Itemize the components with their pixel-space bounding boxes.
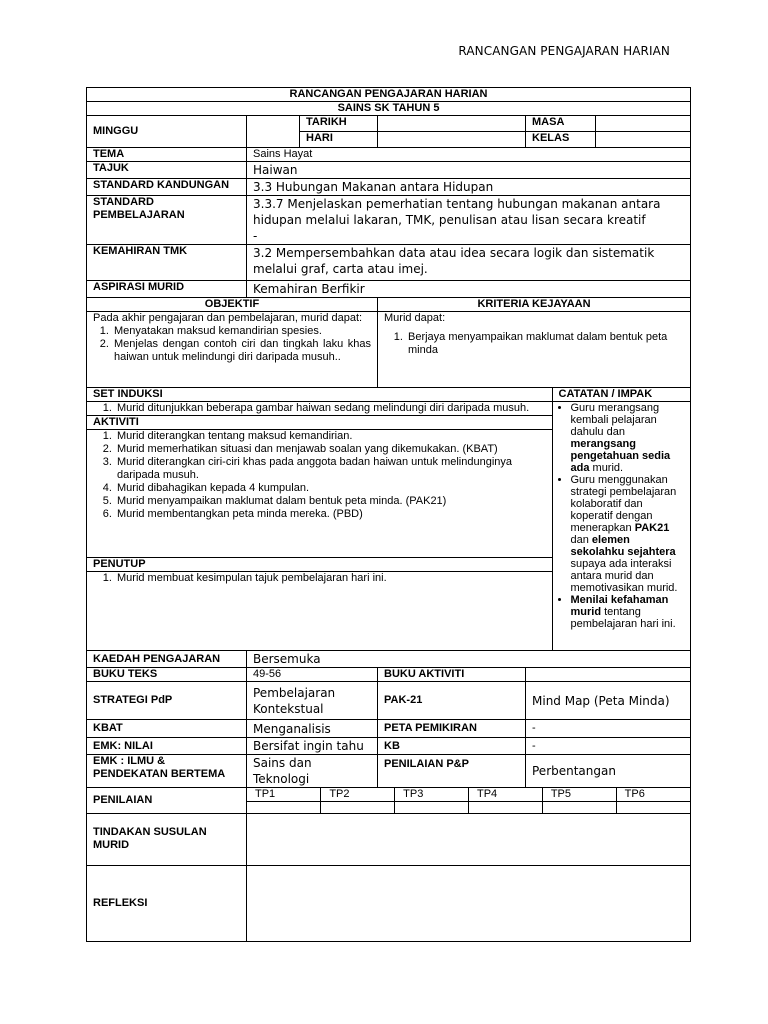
buku-teks-label: BUKU TEKS <box>87 668 247 682</box>
penilaian-pp-value: Perbentangan <box>526 755 691 788</box>
set-induksi-item: 1. Murid ditunjukkan beberapa gambar haiwan sedang melindungi diri daripada musuh. <box>115 402 546 415</box>
kelas-value[interactable] <box>596 132 691 148</box>
aspirasi-murid-value: Kemahiran Berfikir <box>247 281 691 298</box>
tema-label: TEMA <box>87 148 247 162</box>
kemahiran-tmk-value: 3.2 Mempersembahkan data atau idea secara logik dan sistematik melalui graf, carta atau imej. <box>247 245 691 281</box>
peta-pemikiran-value: - <box>526 720 691 738</box>
strategi-label: STRATEGI PdP <box>87 682 247 720</box>
refleksi-label: REFLEKSI <box>87 865 247 941</box>
hari-value[interactable] <box>378 132 526 148</box>
standard-pembelajaran-cell <box>247 196 691 245</box>
tajuk-label: TAJUK <box>87 162 247 179</box>
tp-cell <box>247 788 691 814</box>
kemahiran-tmk-label: KEMAHIRAN TMK <box>87 245 247 281</box>
minggu-value[interactable] <box>247 116 300 148</box>
tp-checkbox[interactable] <box>542 802 616 813</box>
pak21-label: PAK-21 <box>378 682 526 720</box>
aktiviti-item: 4. Murid dibahagikan kepada 4 kumpulan. <box>115 482 546 495</box>
kb-value: - <box>526 738 691 755</box>
catatan-note: • Guru menggunakan strategi pembelajaran kolaboratif dan koperatif dengan menerapkan PAK21 dan elemen sekolahku sejahtera supaya ada interaksi antara murid dan memotivasikan murid. <box>571 474 687 594</box>
objektif-cell <box>87 312 378 388</box>
kbat-value: Menganalisis <box>247 720 378 738</box>
standard-kandungan-label: STANDARD KANDUNGAN <box>87 179 247 196</box>
penutup-label: PENUTUP <box>87 557 552 572</box>
emk-ilmu-label: EMK : ILMU & PENDEKATAN BERTEMA <box>87 755 247 788</box>
standard-pembelajaran-extra: - <box>253 229 258 243</box>
activities-section <box>87 388 691 651</box>
hari-label: HARI <box>300 132 378 148</box>
tp-checkbox[interactable] <box>616 802 690 813</box>
aktiviti-item: 2. Murid memerhatikan situasi dan menjawab soalan yang dikemukakan. (KBAT) <box>115 443 546 456</box>
tp-label: TP1 <box>247 788 321 802</box>
aktiviti-item: 6. Murid membentangkan peta minda mereka. (PBD) <box>115 508 546 521</box>
tp-label: TP5 <box>542 788 616 802</box>
catatan-note: • Guru merangsang kembali pelajaran dahulu dan merangsang pengetahuan sedia ada murid. <box>571 402 687 474</box>
tp-checkbox[interactable] <box>468 802 542 813</box>
buku-aktiviti-label: BUKU AKTIVITI <box>378 668 526 682</box>
kriteria-header: KRITERIA KEJAYAAN <box>378 298 691 312</box>
kriteria-intro: Murid dapat: <box>384 312 446 324</box>
tarikh-value[interactable] <box>378 116 526 132</box>
tp-checkbox[interactable] <box>321 802 395 813</box>
plan-subtitle: SAINS SK TAHUN 5 <box>87 102 691 116</box>
emk-nilai-value: Bersifat ingin tahu <box>247 738 378 755</box>
aspirasi-murid-label: ASPIRASI MURID <box>87 281 247 298</box>
kriteria-cell <box>378 312 691 388</box>
objektif-item: 2. Menjelas dengan contoh ciri dan tingkah laku khas haiwan untuk melindungi diri daripada musuh.. <box>112 338 371 364</box>
standard-kandungan-value: 3.3 Hubungan Makanan antara Hidupan <box>247 179 691 196</box>
buku-aktiviti-value[interactable] <box>526 668 691 682</box>
tp-checkbox[interactable] <box>247 802 321 813</box>
objektif-intro: Pada akhir pengajaran dan pembelajaran, murid dapat: <box>93 312 363 324</box>
kaedah-value: Bersemuka <box>247 651 691 668</box>
penilaian-label: PENILAIAN <box>87 788 247 814</box>
tema-value: Sains Hayat <box>247 148 691 162</box>
pak21-value: Mind Map (Peta Minda) <box>526 682 691 720</box>
plan-title: RANCANGAN PENGAJARAN HARIAN <box>87 88 691 102</box>
tindakan-susulan-value[interactable] <box>247 813 691 865</box>
tp-label: TP6 <box>616 788 690 802</box>
buku-teks-value: 49-56 <box>247 668 378 682</box>
emk-ilmu-value: Sains dan Teknologi <box>247 755 378 788</box>
refleksi-value[interactable] <box>247 865 691 941</box>
aktiviti-label: AKTIVITI <box>87 415 552 430</box>
objektif-item: 1. Menyatakan maksud kemandirian spesies. <box>112 325 371 338</box>
masa-value[interactable] <box>596 116 691 132</box>
standard-pembelajaran-value: 3.3.7 Menjelaskan pemerhatian tentang hubungan makanan antara hidupan melalui lakaran, TMK, penulisan atau lisan secara kreatif <box>253 197 661 227</box>
tajuk-value: Haiwan <box>247 162 691 179</box>
aktiviti-item: 1. Murid diterangkan tentang maksud kemandirian. <box>115 430 546 443</box>
tarikh-label: TARIKH <box>300 116 378 132</box>
kaedah-label: KAEDAH PENGAJARAN <box>87 651 247 668</box>
peta-pemikiran-label: PETA PEMIKIRAN <box>378 720 526 738</box>
masa-label: MASA <box>526 116 596 132</box>
kb-label: KB <box>378 738 526 755</box>
aktiviti-item: 5. Murid menyampaikan maklumat dalam bentuk peta minda. (PAK21) <box>115 495 546 508</box>
objektif-header: OBJEKTIF <box>87 298 378 312</box>
kbat-label: KBAT <box>87 720 247 738</box>
activities-table <box>87 388 690 650</box>
set-induksi-label: SET INDUKSI <box>87 388 552 402</box>
tp-label: TP4 <box>468 788 542 802</box>
kelas-label: KELAS <box>526 132 596 148</box>
tp-label: TP3 <box>395 788 469 802</box>
tp-checkbox[interactable] <box>395 802 469 813</box>
lesson-plan-table <box>86 87 691 942</box>
emk-nilai-label: EMK: NILAI <box>87 738 247 755</box>
penilaian-pp-label: PENILAIAN P&P <box>378 755 526 788</box>
tp-label: TP2 <box>321 788 395 802</box>
kriteria-item: 1. Berjaya menyampaikan maklumat dalam bentuk peta minda <box>406 331 684 357</box>
standard-pembelajaran-label: STANDARD PEMBELAJARAN <box>87 196 247 245</box>
tp-table <box>247 788 690 813</box>
page-header: RANCANGAN PENGAJARAN HARIAN <box>458 44 670 58</box>
catatan-label: CATATAN / IMPAK <box>552 388 690 402</box>
activities-left <box>87 402 552 651</box>
tindakan-susulan-label: TINDAKAN SUSULAN MURID <box>87 813 247 865</box>
catatan-note: • Menilai kefahaman murid tentang pembelajaran hari ini. <box>571 594 687 630</box>
strategi-value: Pembelajaran Kontekstual <box>247 682 378 720</box>
catatan-cell <box>552 402 690 651</box>
penutup-item: 1. Murid membuat kesimpulan tajuk pembelajaran hari ini. <box>115 572 546 585</box>
minggu-label: MINGGU <box>87 116 247 148</box>
aktiviti-item: 3. Murid diterangkan ciri-ciri khas pada anggota badan haiwan untuk melindunginya daripada musuh. <box>115 456 546 482</box>
